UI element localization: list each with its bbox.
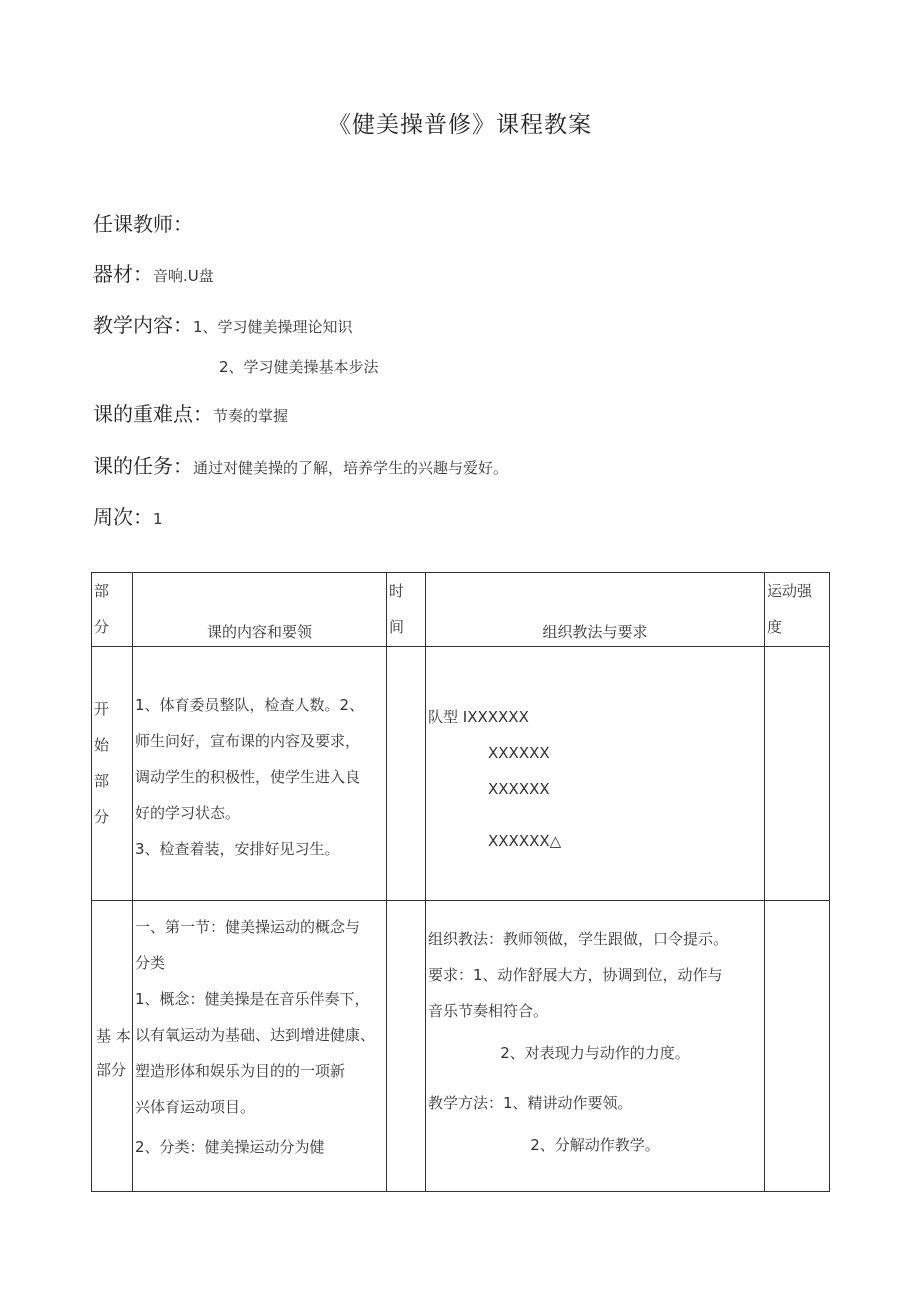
equipment-label: 器材： — [93, 262, 153, 286]
content-line: 3、检查着装，安排好见习生。 — [135, 840, 340, 858]
org-line: 2、对表现力与动作的力度。 — [500, 1044, 690, 1062]
teaching-content-line1: 1、学习健美操理论知识 — [193, 318, 353, 336]
week-value: 1 — [153, 510, 163, 528]
teaching-content-line2: 2、学习健美操基本步法 — [219, 358, 379, 376]
header-content — [133, 573, 387, 647]
header-part — [92, 573, 133, 647]
teaching-content-field — [93, 309, 353, 338]
header-intensity — [765, 573, 830, 647]
key-points-value: 节奏的掌握 — [213, 407, 289, 425]
lesson-task-field — [93, 450, 508, 479]
content-line: 1、体育委员整队，检查人数。2、 — [135, 696, 365, 714]
content-line: 调动学生的积极性，使学生进入良 — [135, 768, 361, 786]
lesson-task-value: 通过对健美操的了解，培养学生的兴趣与爱好。 — [193, 459, 509, 477]
table-row — [92, 901, 830, 1192]
equipment-field — [93, 258, 214, 287]
key-points-field — [93, 398, 288, 427]
content-line: 分类 — [135, 954, 166, 972]
formation-row: XXXXXX — [488, 780, 550, 798]
section-char: 部 — [94, 772, 110, 790]
intensity-cell — [765, 647, 830, 901]
content-line: 好的学习状态。 — [135, 804, 241, 822]
lesson-plan-table — [91, 572, 830, 1192]
header-intensity-line1: 运动强 — [767, 582, 813, 600]
section-line: 基 本 — [96, 1027, 131, 1045]
table-header-row — [92, 573, 830, 647]
section-basic — [92, 901, 133, 1192]
organization-cell — [426, 647, 765, 901]
content-line: 兴体育运动项目。 — [135, 1098, 256, 1116]
org-line: 组织教法：教师领做，学生跟做，口令提示。 — [428, 930, 729, 948]
header-time-line1: 时 — [389, 582, 405, 600]
week-field — [93, 501, 163, 530]
time-cell — [387, 647, 426, 901]
equipment-value: 音响.U盘 — [153, 267, 214, 285]
content-line: 师生问好，宣布课的内容及要求， — [135, 732, 361, 750]
org-line: 教学方法：1、精讲动作要领。 — [428, 1094, 633, 1112]
content-cell — [133, 647, 387, 901]
header-content-label: 课的内容和要领 — [206, 623, 312, 641]
header-organization-label: 组织教法与要求 — [542, 623, 648, 641]
key-points-label: 课的重难点： — [93, 402, 213, 426]
time-cell — [387, 901, 426, 1192]
content-line: 一、第一节：健美操运动的概念与 — [135, 918, 361, 936]
header-time-line2: 间 — [389, 618, 405, 636]
header-intensity-line2: 度 — [767, 618, 783, 636]
header-organization — [426, 573, 765, 647]
table-row — [92, 647, 830, 901]
teaching-content-label: 教学内容： — [93, 313, 193, 337]
org-line: 要求：1、动作舒展大方，协调到位，动作与 — [428, 966, 723, 984]
content-line: 塑造形体和娱乐为目的的一项新 — [135, 1062, 346, 1080]
content-cell — [133, 901, 387, 1192]
section-char: 开 — [94, 700, 110, 718]
section-char: 分 — [94, 808, 110, 826]
org-line: 音乐节奏相符合。 — [428, 1002, 549, 1020]
intensity-cell — [765, 901, 830, 1192]
header-part-line2: 分 — [94, 618, 110, 636]
section-char: 始 — [94, 736, 110, 754]
content-line: 以有氧运动为基础、达到增进健康、 — [135, 1026, 376, 1044]
formation-row: XXXXXX — [488, 744, 550, 762]
formation-label: 队型 IXXXXXX — [428, 708, 529, 726]
header-time — [387, 573, 426, 647]
week-label: 周次： — [93, 505, 153, 529]
section-start — [92, 647, 133, 901]
header-part-line1: 部 — [94, 582, 110, 600]
section-line: 部分 — [96, 1061, 127, 1079]
page-title: 《健美操普修》课程教案 — [328, 112, 592, 138]
organization-cell — [426, 901, 765, 1192]
org-line: 2、分解动作教学。 — [530, 1136, 660, 1154]
formation-row: XXXXXX△ — [488, 832, 562, 850]
teacher-label: 任课教师： — [93, 212, 193, 236]
lesson-task-label: 课的任务： — [93, 454, 193, 478]
content-line: 1、概念：健美操是在音乐伴奏下， — [135, 990, 370, 1008]
content-line: 2、分类：健美操运动分为健 — [135, 1138, 325, 1156]
teacher-field — [93, 208, 193, 237]
